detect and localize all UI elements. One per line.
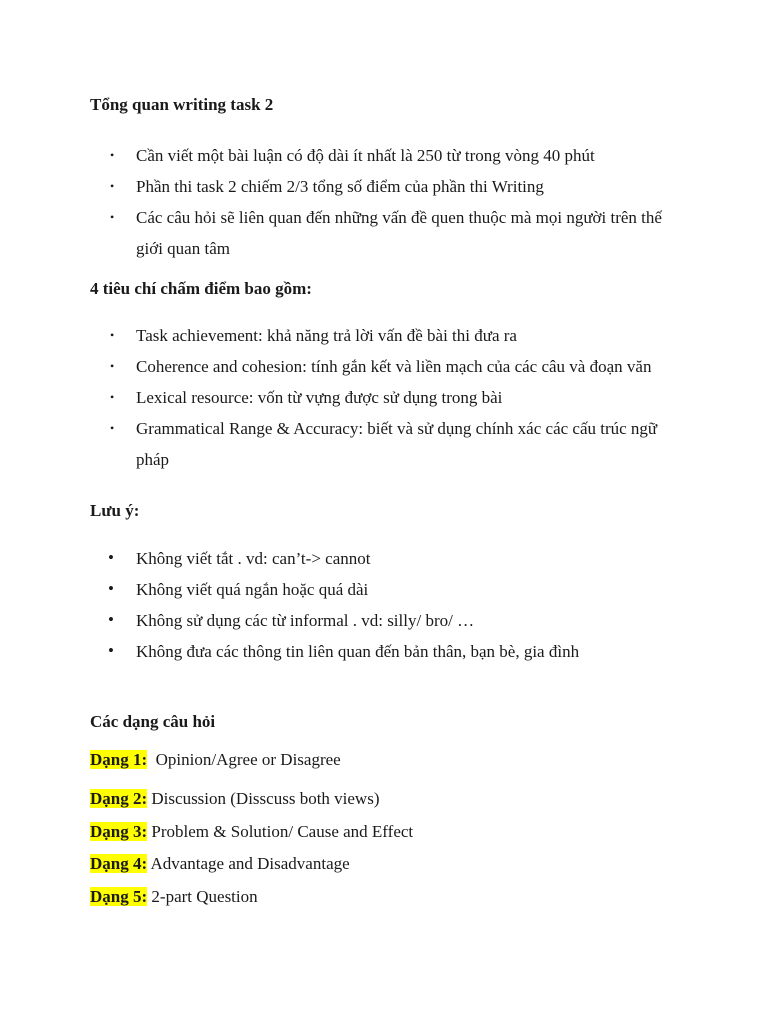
bullet-icon: • [110, 328, 115, 342]
list-item: • Coherence and cohesion: tính gắn kết và liền mạch của các câu và đoạn văn [108, 351, 688, 382]
question-type-3 [90, 821, 413, 843]
list-item: • Cần viết một bài luận có độ dài ít nhất là 250 từ trong vòng 40 phút [108, 140, 688, 171]
list-item: • Không viết quá ngắn hoặc quá dài [108, 574, 688, 605]
type-text: 2-part Question [147, 887, 258, 906]
list-item: • Không viết tắt . vd: can’t-> cannot [108, 543, 688, 574]
bullet-icon: • [110, 148, 115, 162]
type-label: Dạng 5: [90, 887, 148, 906]
notes-list [108, 543, 688, 667]
type-text: Problem & Solution/ Cause and Effect [147, 822, 414, 841]
bullet-icon: • [108, 641, 114, 660]
question-type-5 [90, 886, 258, 908]
question-type-4 [90, 853, 350, 875]
question-type-2 [90, 788, 380, 810]
bullet-icon: • [110, 390, 115, 404]
bullet-icon: • [110, 359, 115, 373]
criteria-list [108, 320, 688, 475]
bullet-icon: • [110, 421, 115, 435]
list-item: • Phần thi task 2 chiếm 2/3 tổng số điểm của phần thi Writing [108, 171, 688, 202]
list-item: • Task achievement: khả năng trả lời vấn đề bài thi đưa ra [108, 320, 688, 351]
type-label: Dạng 4: [90, 854, 148, 873]
section-title-notes: Lưu ý: [90, 501, 140, 520]
bullet-icon: • [108, 579, 114, 598]
list-item: • Grammatical Range & Accuracy: biết và sử dụng chính xác các cấu trúc ngữ pháp [108, 413, 688, 475]
overview-list [108, 140, 688, 264]
section-title-overview: Tổng quan writing task 2 [90, 95, 274, 114]
list-item: • Không đưa các thông tin liên quan đến bản thân, bạn bè, gia đình [108, 636, 688, 667]
list-item: • Không sử dụng các từ informal . vd: silly/ bro/ … [108, 605, 688, 636]
question-type-1 [90, 749, 341, 771]
section-title-question-types: Các dạng câu hỏi [90, 712, 216, 731]
bullet-icon: • [110, 210, 115, 224]
bullet-icon: • [108, 610, 114, 629]
bullet-icon: • [108, 548, 114, 567]
type-text: Opinion/Agree or Disagree [147, 750, 341, 769]
list-item: • Các câu hỏi sẽ liên quan đến những vấn đề quen thuộc mà mọi người trên thế giới quan tâm [108, 202, 688, 264]
type-label: Dạng 2: [90, 789, 148, 808]
list-item: • Lexical resource: vốn từ vựng được sử dụng trong bài [108, 382, 688, 413]
type-label: Dạng 3: [90, 822, 148, 841]
type-label: Dạng 1: [90, 750, 148, 769]
bullet-icon: • [110, 179, 115, 193]
section-title-criteria: 4 tiêu chí chấm điểm bao gồm: [90, 279, 312, 298]
type-text: Discussion (Disscuss both views) [147, 789, 380, 808]
type-text: Advantage and Disadvantage [147, 854, 350, 873]
